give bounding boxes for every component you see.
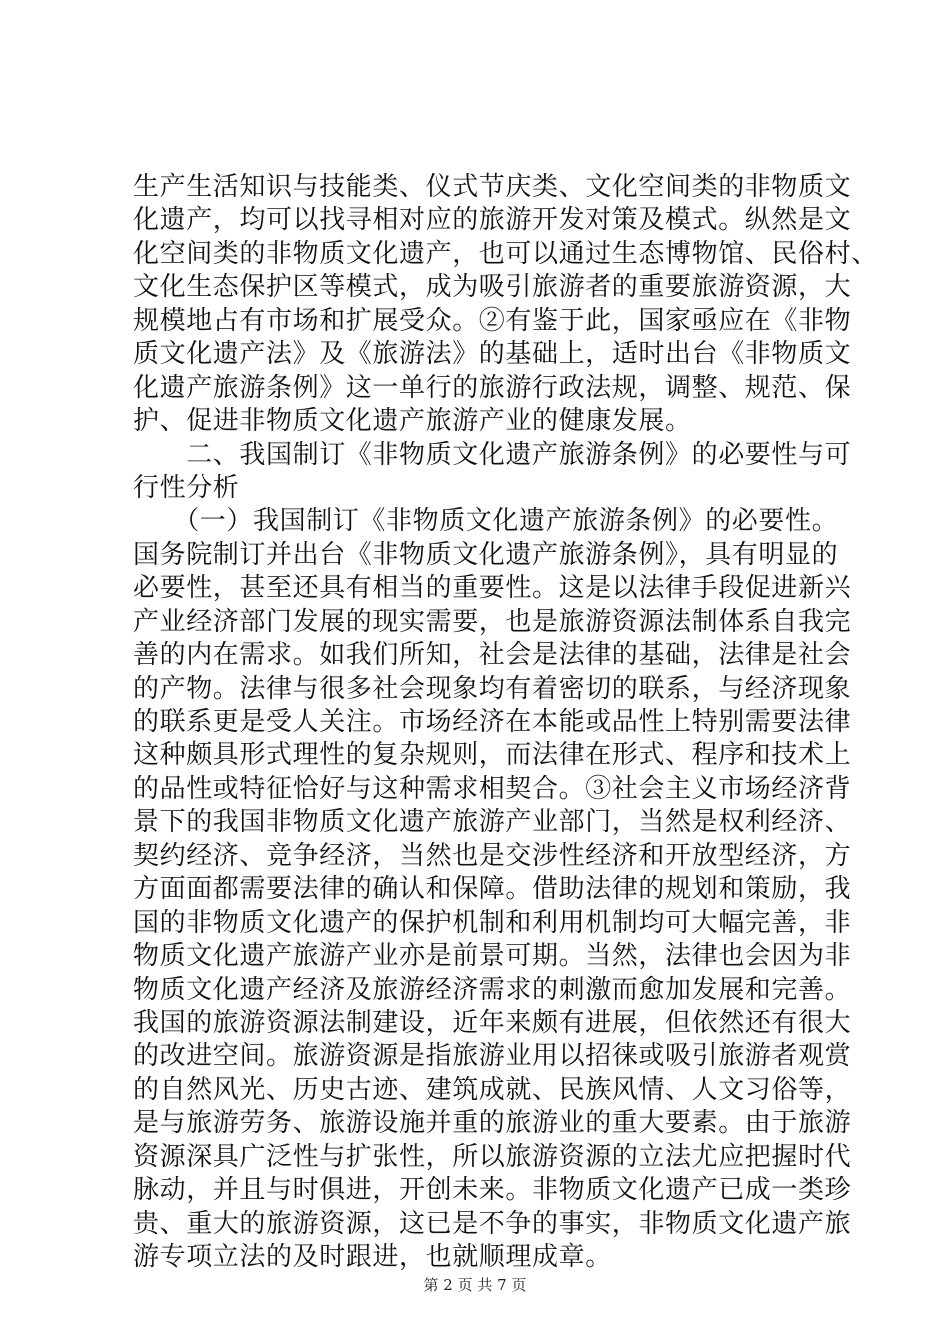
text-line: 的自然风光、历史古迹、建筑成就、民族风情、人文习俗等， <box>133 1074 852 1105</box>
text-line: 文化生态保护区等模式，成为吸引旅游者的重要旅游资源，大 <box>133 272 852 303</box>
text-line: 善的内在需求。如我们所知，社会是法律的基础，法律是社会 <box>133 640 852 671</box>
text-line: 契约经济、竞争经济，当然也是交涉性经济和开放型经济，方 <box>133 840 852 871</box>
text-line: 护、促进非物质文化遗产旅游产业的健康发展。 <box>133 406 692 437</box>
text-line: 的品性或特征恰好与这种需求相契合。③社会主义市场经济背 <box>133 773 852 804</box>
text-line: 资源深具广泛性与扩张性，所以旅游资源的立法尤应把握时代 <box>133 1141 852 1172</box>
text-line: 物质文化遗产经济及旅游经济需求的刺激而愈加发展和完善。 <box>133 974 852 1005</box>
text-line: 是与旅游劳务、旅游设施并重的旅游业的重大要素。由于旅游 <box>133 1108 852 1139</box>
subsection-heading-line: （一）我国制订《非物质文化遗产旅游条例》的必要性。 <box>133 506 839 537</box>
text-line: 质文化遗产法》及《旅游法》的基础上，适时出台《非物质文 <box>133 339 852 370</box>
text-line: 脉动，并且与时俱进，开创未来。非物质文化遗产已成一类珍 <box>133 1175 852 1206</box>
text-line: 必要性，甚至还具有相当的重要性。这是以法律手段促进新兴 <box>133 573 852 604</box>
text-line: 化遗产，均可以找寻相对应的旅游开发对策及模式。纵然是文 <box>133 205 852 236</box>
text-line: 生产生活知识与技能类、仪式节庆类、文化空间类的非物质文 <box>133 172 852 202</box>
text-line: 国的非物质文化遗产的保护机制和利用机制均可大幅完善，非 <box>133 907 852 938</box>
section-heading-line: 行性分析 <box>133 472 240 503</box>
text-line: 的产物。法律与很多社会现象均有着密切的联系，与经济现象 <box>133 673 852 704</box>
text-line: 我国的旅游资源法制建设，近年来颇有进展，但依然还有很大 <box>133 1007 852 1038</box>
body-text <box>133 171 878 1274</box>
text-line: 产业经济部门发展的现实需要，也是旅游资源法制体系自我完 <box>133 606 852 637</box>
text-line: 物质文化遗产旅游产业亦是前景可期。当然，法律也会因为非 <box>133 941 852 972</box>
text-line: 化遗产旅游条例》这一单行的旅游行政法规，调整、规范、保 <box>133 372 852 403</box>
text-line: 国务院制订并出台《非物质文化遗产旅游条例》，具有明显的 <box>133 539 839 570</box>
text-line: 化空间类的非物质文化遗产，也可以通过生态博物馆、民俗村、 <box>133 238 878 269</box>
section-heading-line: 二、我国制订《非物质文化遗产旅游条例》的必要性与可 <box>133 439 852 470</box>
text-line: 游专项立法的及时跟进，也就顺理成章。 <box>133 1242 612 1272</box>
text-line: 景下的我国非物质文化遗产旅游产业部门，当然是权利经济、 <box>133 807 852 838</box>
text-line: 的联系更是受人关注。市场经济在本能或品性上特别需要法律 <box>133 707 852 737</box>
text-line: 这种颇具形式理性的复杂规则，而法律在形式、程序和技术上 <box>133 740 852 771</box>
text-line: 规模地占有市场和扩展受众。②有鉴于此，国家亟应在《非物 <box>133 305 852 336</box>
page-number-footer: 第 2 页 共 7 页 <box>423 1276 527 1294</box>
text-line: 贵、重大的旅游资源，这已是不争的事实，非物质文化遗产旅 <box>133 1208 852 1239</box>
text-line: 的改进空间。旅游资源是指旅游业用以招徕或吸引旅游者观赏 <box>133 1041 852 1072</box>
text-line: 方面面都需要法律的确认和保障。借助法律的规划和策励，我 <box>133 874 852 905</box>
